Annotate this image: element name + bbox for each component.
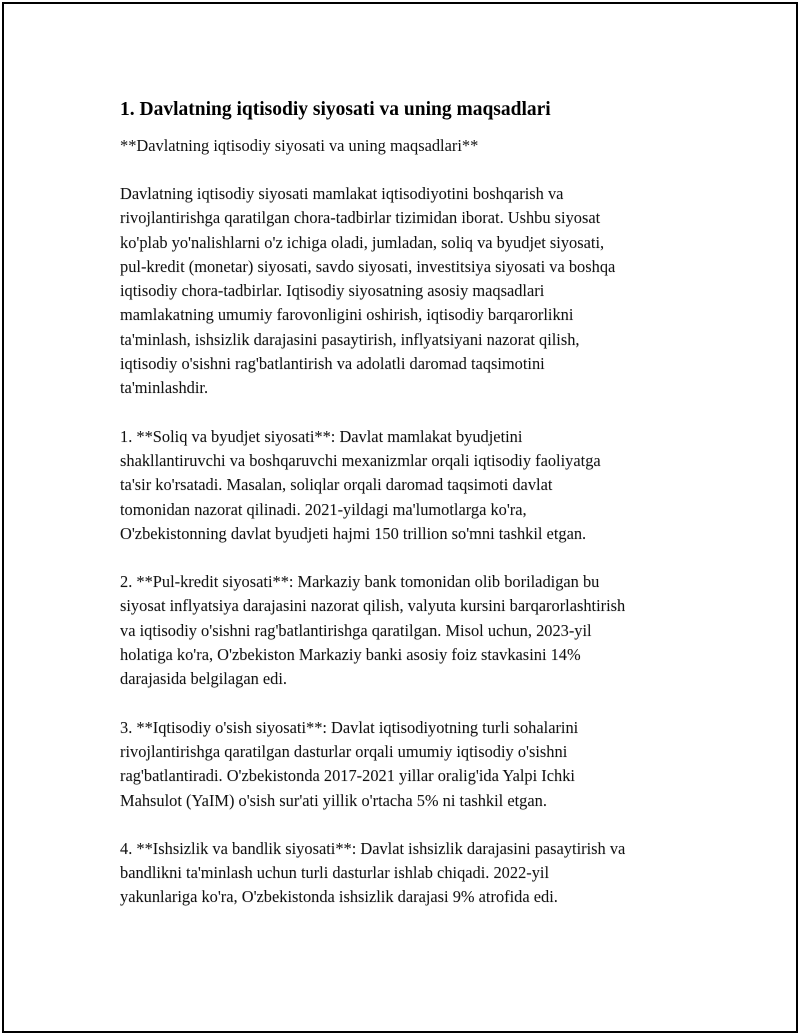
text-line: Mahsulot (YaIM) o'sish sur'ati yillik o'rtacha 5% ni tashkil etgan. [120,790,547,810]
text-line: darajasida belgilagan edi. [120,669,288,689]
document-subheading: **Davlatning iqtisodiy siyosati va uning maqsadlari** [120,136,479,155]
text-line: tomonidan nazorat qilinadi. 2021-yildagi ma'lumotlarga ko'ra, [120,499,527,519]
text-line: ta'minlash, ishsizlik darajasini pasaytirish, inflyatsiyani nazorat qilish, [120,329,580,349]
text-line: rag'batlantiradi. O'zbekistonda 2017-2021 yillar oralig'ida Yalpi Ichki [120,766,575,786]
document-page [2,2,798,1033]
text-line: shakllantiruvchi va boshqaruvchi mexanizmlar orqali iqtisodiy faoliyatga [120,450,601,470]
text-line: yakunlariga ko'ra, O'zbekistonda ishsizlik darajasi 9% atrofida edi. [120,887,558,907]
text-line: 1. **Soliq va byudjet siyosati**: Davlat mamlakat byudjetini [120,426,523,446]
text-line: 2. **Pul-kredit siyosati**: Markaziy bank tomonidan olib boriladigan bu [120,572,600,592]
text-line: iqtisodiy chora-tadbirlar. Iqtisodiy siyosatning asosiy maqsadlari [120,281,545,301]
text-line: ta'minlashdir. [120,378,209,398]
text-line: ta'sir ko'rsatadi. Masalan, soliqlar orqali daromad taqsimoti davlat [120,475,553,495]
text-line: siyosat inflyatsiya darajasini nazorat qilish, valyuta kursini barqarorlashtirish [120,596,626,616]
paragraph-growth-policy [120,716,700,813]
text-line: bandlikni ta'minlash uchun turli dasturlar ishlab chiqadi. 2022-yil [120,863,550,883]
paragraph-employment-policy [120,837,700,910]
text-line: mamlakatning umumiy farovonligini oshirish, iqtisodiy barqarorlikni [120,305,574,325]
text-line: 4. **Ishsizlik va bandlik siyosati**: Davlat ishsizlik darajasini pasaytirish va [120,838,626,858]
text-line: pul-kredit (monetar) siyosati, savdo siyosati, investitsiya siyosati va boshqa [120,256,616,276]
document-content [120,96,700,910]
text-line: holatiga ko'ra, O'zbekiston Markaziy banki asosiy foiz stavkasini 14% [120,645,581,665]
paragraph-intro [120,182,700,401]
text-line: Davlatning iqtisodiy siyosati mamlakat iqtisodiyotini boshqarish va [120,184,564,203]
document-heading: 1. Davlatning iqtisodiy siyosati va uning maqsadlari [120,99,551,120]
text-line: rivojlantirishga qaratilgan dasturlar orqali umumiy iqtisodiy o'sishni [120,741,568,761]
text-line: iqtisodiy o'sishni rag'batlantirish va adolatli daromad taqsimotini [120,354,545,374]
text-line: O'zbekistonning davlat byudjeti hajmi 150 trillion so'mni tashkil etgan. [120,523,587,543]
text-line: va iqtisodiy o'sishni rag'batlantirishga qaratilgan. Misol uchun, 2023-yil [120,620,592,640]
text-line: ko'plab yo'nalishlarni o'z ichiga oladi, jumladan, soliq va byudjet siyosati, [120,232,605,252]
text-line: rivojlantirishga qaratilgan chora-tadbirlar tizimidan iborat. Ushbu siyosat [120,208,601,228]
text-line: 3. **Iqtisodiy o'sish siyosati**: Davlat iqtisodiyotning turli sohalarini [120,717,579,737]
paragraph-fiscal-policy [120,425,700,546]
paragraph-monetary-policy [120,570,700,691]
